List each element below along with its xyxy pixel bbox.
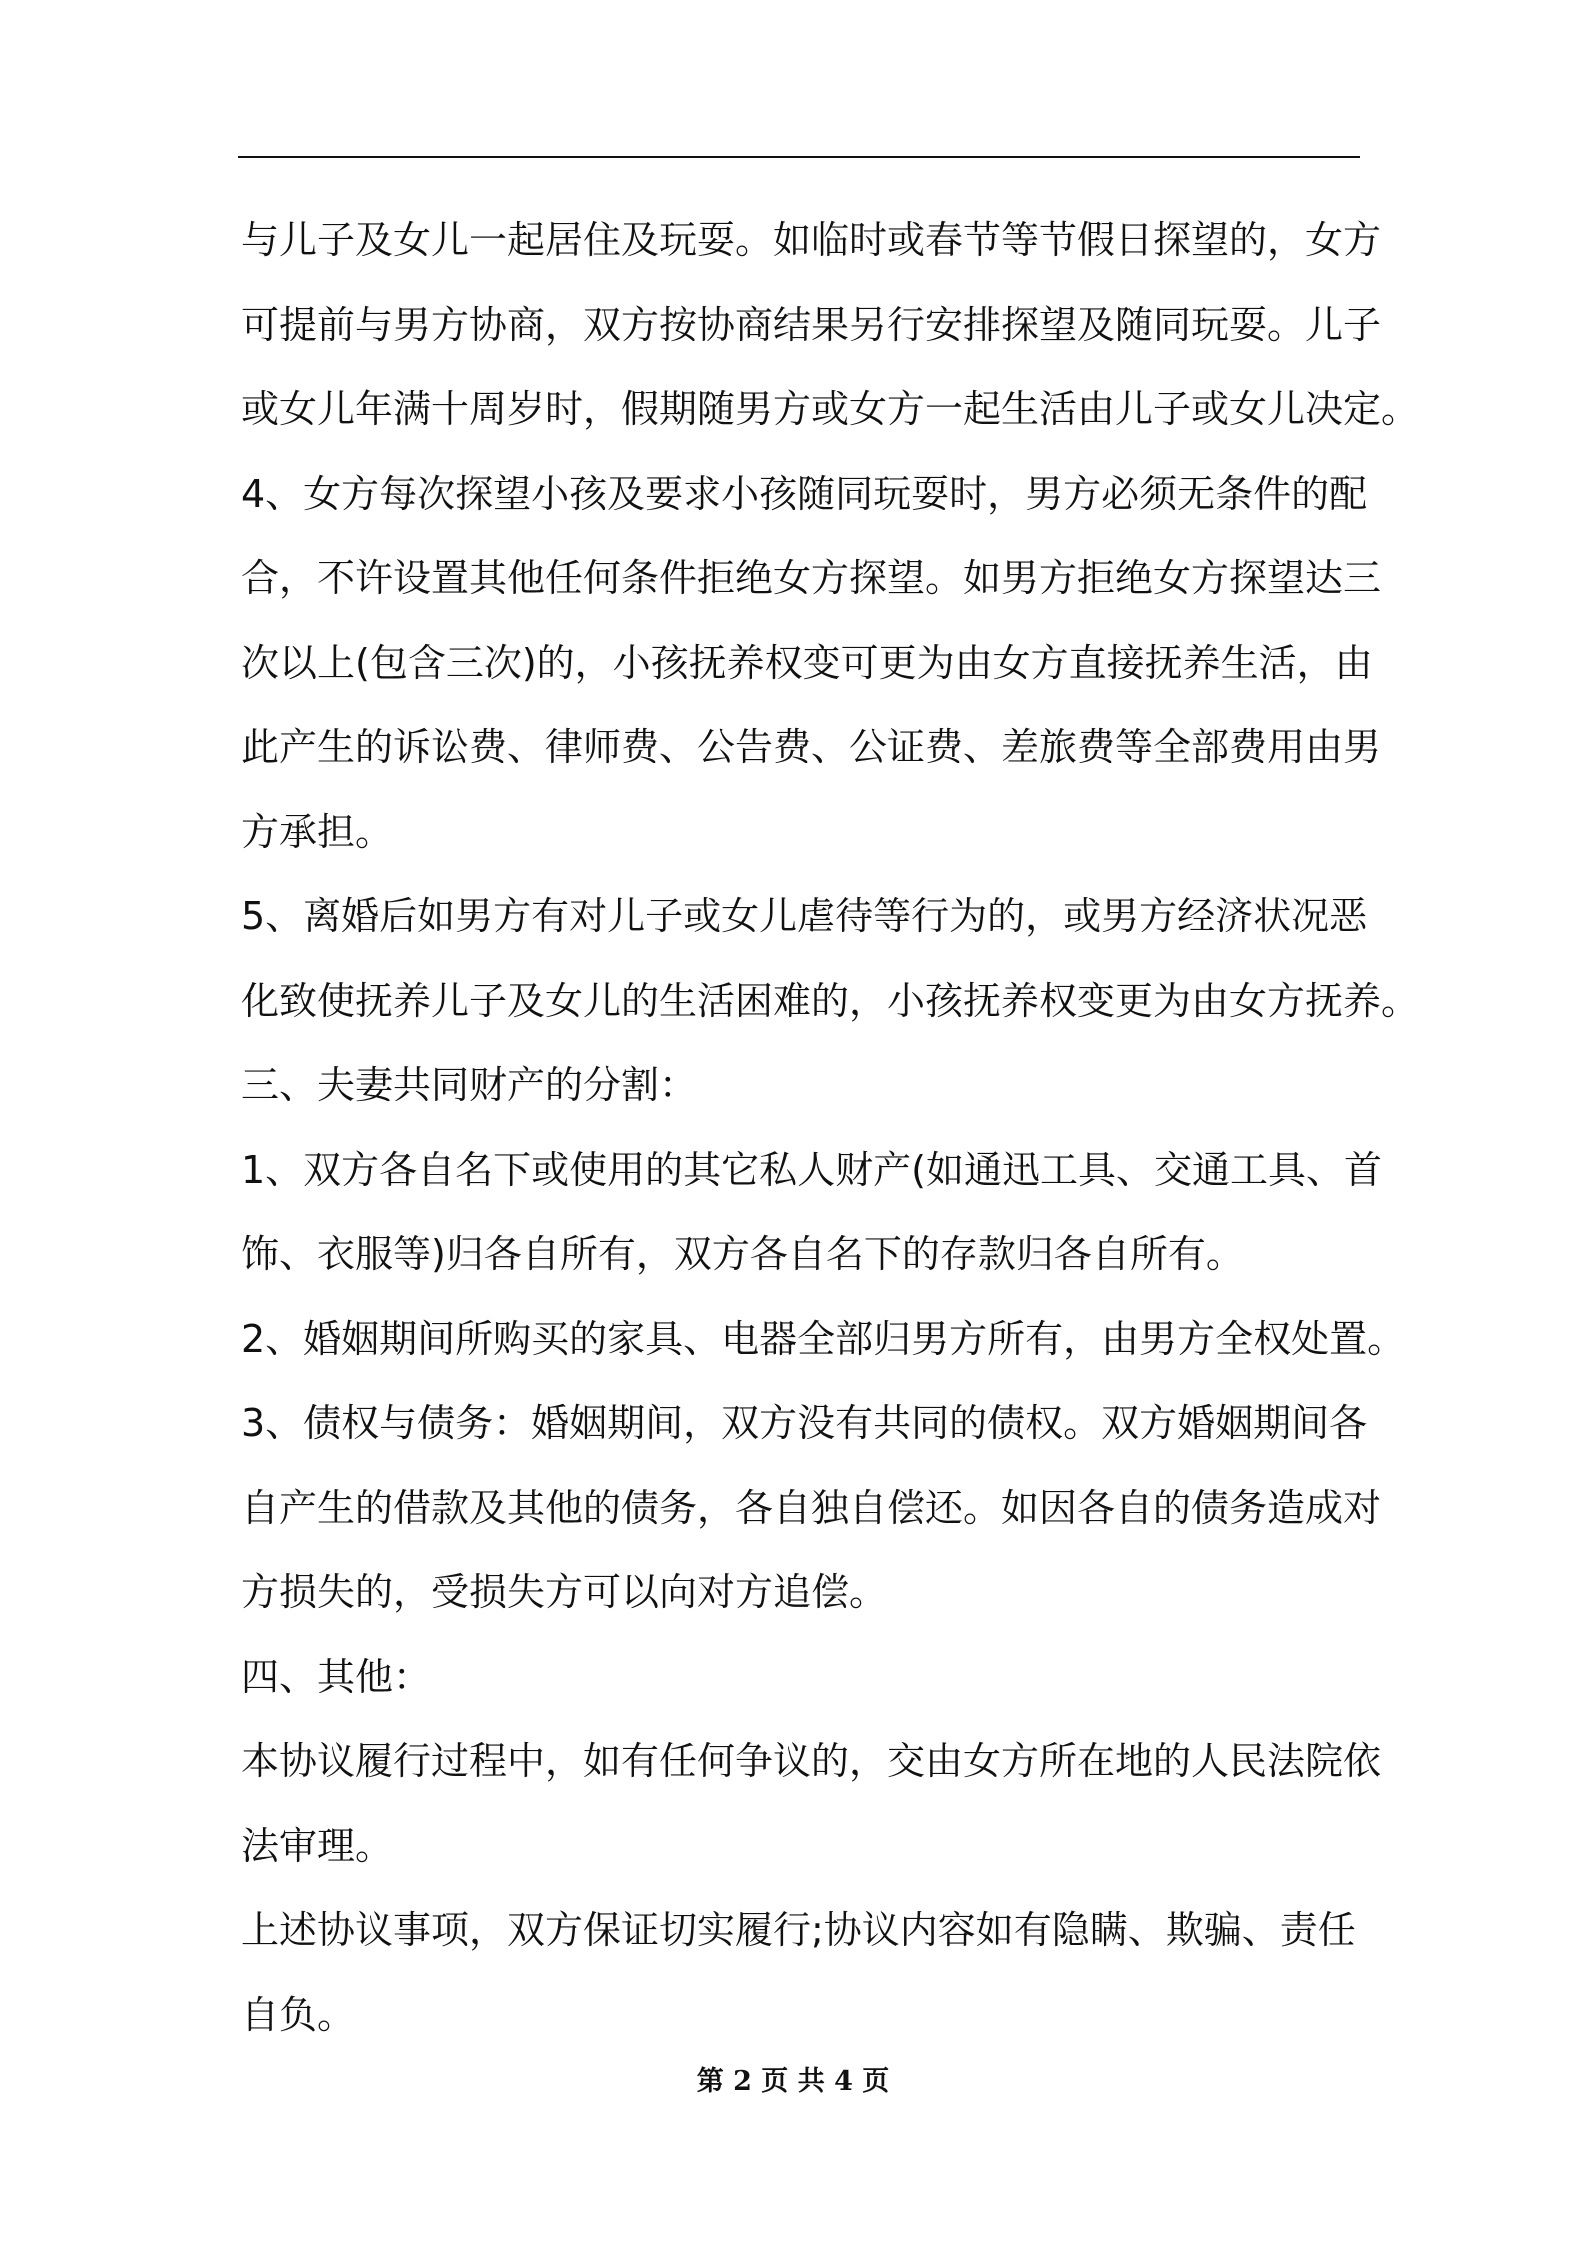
text-line: 上述协议事项，双方保证切实履行;协议内容如有隐瞒、欺骗、责任 xyxy=(241,1908,1356,1952)
text-line: 次以上(包含三次)的，小孩抚养权变可更为由女方直接抚养生活，由 xyxy=(241,640,1373,685)
clause-4-line: 4、女方每次探望小孩及要求小孩随同玩耍时，男方必须无条件的配 xyxy=(241,471,1368,516)
text-line: 自负。 xyxy=(241,1992,356,2037)
text-line: 方损失的，受损失方可以向对方追偿。 xyxy=(241,1570,888,1614)
document-body xyxy=(241,198,1420,2057)
property-clause-2-line: 2、婚姻期间所购买的家具、电器全部归男方所有，由男方全权处置。 xyxy=(241,1316,1406,1361)
text-line: 与儿子及女儿一起居住及玩耍。如临时或春节等节假日探望的，女方 xyxy=(241,218,1382,262)
text-line: 合，不许设置其他任何条件拒绝女方探望。如男方拒绝女方探望达三 xyxy=(241,556,1382,600)
text-line: 本协议履行过程中，如有任何争议的，交由女方所在地的人民法院依 xyxy=(241,1739,1382,1783)
property-clause-1-line: 1、双方各自名下或使用的其它私人财产(如通迅工具、交通工具、首 xyxy=(241,1147,1383,1192)
text-line: 化致使抚养儿子及女儿的生活困难的，小孩抚养权变更为由女方抚养。 xyxy=(241,978,1420,1023)
page-number-label: 第 2 页 共 4 页 xyxy=(696,2066,890,2097)
header-rule xyxy=(238,156,1360,158)
text-line: 法审理。 xyxy=(241,1823,394,1868)
text-line: 可提前与男方协商，双方按协商结果另行安排探望及随同玩耍。儿子 xyxy=(241,302,1382,347)
text-line: 此产生的诉讼费、律师费、公告费、公证费、差旅费等全部费用由男 xyxy=(241,725,1382,769)
text-line: 方承担。 xyxy=(241,809,394,854)
page-number-footer xyxy=(0,2064,1586,2100)
text-line: 饰、衣服等)归各自所有，双方各自名下的存款归各自所有。 xyxy=(241,1232,1244,1276)
text-line: 自产生的借款及其他的债务，各自独自偿还。如因各自的债务造成对 xyxy=(241,1485,1382,1530)
section-heading-other: 四、其他： xyxy=(241,1654,432,1699)
section-heading-property: 三、夫妻共同财产的分割： xyxy=(241,1063,698,1107)
property-clause-3-line: 3、债权与债务：婚姻期间，双方没有共同的债权。双方婚姻期间各 xyxy=(241,1401,1368,1445)
text-line: 或女儿年满十周岁时，假期随男方或女方一起生活由儿子或女儿决定。 xyxy=(241,387,1420,431)
clause-5-line: 5、离婚后如男方有对儿子或女儿虐待等行为的，或男方经济状况恶 xyxy=(241,894,1368,938)
